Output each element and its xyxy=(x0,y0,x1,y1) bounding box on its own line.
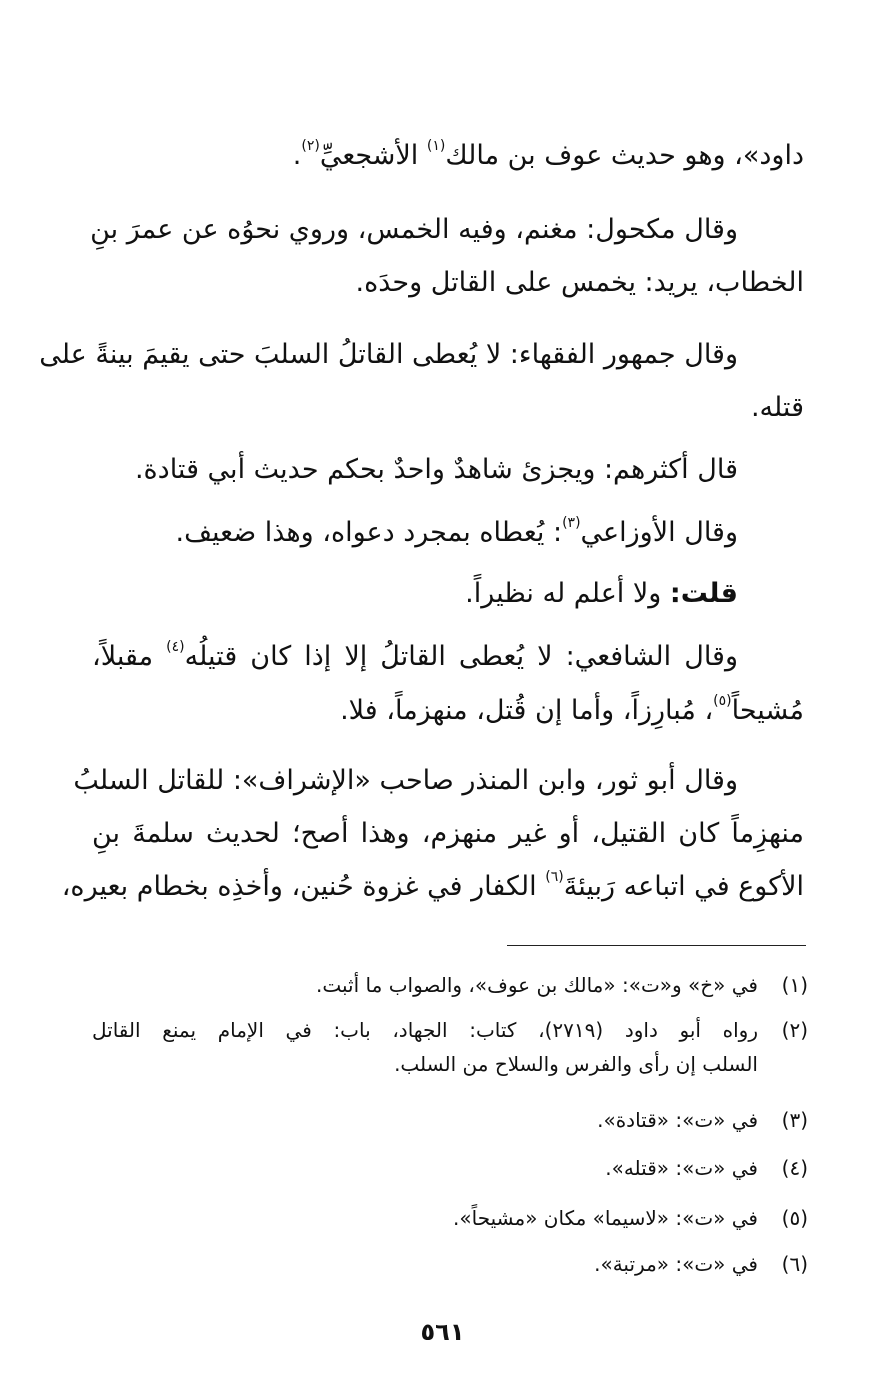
footnote xyxy=(92,970,808,1000)
footnote-number: (١) xyxy=(781,973,808,997)
paragraph xyxy=(92,140,804,172)
text-line: قتله. xyxy=(750,392,804,423)
footnote-number: (٢) xyxy=(781,1018,808,1042)
footnote-ref: (٦) xyxy=(545,869,564,885)
footnote-text: في «ت»: «قتله». xyxy=(605,1156,758,1180)
text-line xyxy=(92,641,804,673)
text-segment: وقال الشافعي: لا يُعطى القاتلُ إلا إذا كان قتيلُه xyxy=(184,641,739,672)
footnote xyxy=(92,1203,808,1233)
footnote-text: في «ت»: «قتادة». xyxy=(597,1108,758,1132)
text-line xyxy=(92,140,804,172)
paragraph xyxy=(92,517,804,549)
text-segment: الكفار في غزوة حُنين، وأخذِه بخطام بعيره، xyxy=(61,871,546,902)
text-line xyxy=(61,869,804,903)
footnote-number: (٦) xyxy=(781,1252,808,1276)
footnote xyxy=(92,1249,808,1279)
paragraph xyxy=(39,339,804,424)
bold-keyword: قلت: xyxy=(669,578,738,609)
text-segment: مُشيحاً xyxy=(731,695,804,726)
footnote xyxy=(92,1153,808,1183)
paragraph xyxy=(92,454,804,486)
text-line: منهزِماً كان القتيل، أو غير منهزم، وهذا أصح؛ لحديث سلمةَ بنِ xyxy=(92,818,804,849)
text-line xyxy=(92,517,804,549)
footnote-number: (٥) xyxy=(781,1206,808,1230)
paragraph xyxy=(92,641,804,727)
text-line: الخطاب، يريد: يخمس على القاتل وحدَه. xyxy=(355,267,804,298)
footnote-text: السلب إن رأى والفرس والسلاح من السلب. xyxy=(394,1052,758,1076)
footnote-number: (٤) xyxy=(781,1156,808,1180)
text-segment: : يُعطاه بمجرد دعواه، وهذا ضعيف. xyxy=(175,517,563,548)
text-line: قال أكثرهم: ويجزئ شاهدٌ واحدٌ بحكم حديث أبي قتادة. xyxy=(134,454,738,485)
footnote-ref: (١) xyxy=(426,138,446,154)
page-number: ٥٦١ xyxy=(420,1318,465,1346)
text-segment: ، مُبارِزاً، وأما إن قُتل، منهزماً، فلا. xyxy=(340,695,714,726)
text-line: وقال مكحول: مغنم، وفيه الخمس، وروي نحوُه عن عمرَ بنِ xyxy=(90,214,738,245)
paragraph xyxy=(92,578,804,610)
footnote-text: في «ت»: «لاسيما» مكان «مشيحاً». xyxy=(453,1206,758,1230)
text-segment: داود»، وهو حديث عوف بن مالك xyxy=(445,140,804,171)
paragraph xyxy=(61,765,804,903)
text-segment: وقال الأوزاعي xyxy=(580,517,738,548)
text-segment: الأكوع في اتباعه رَبيئةَ xyxy=(563,871,804,902)
footnote-text: رواه أبو داود (٢٧١٩)، كتاب: الجهاد، باب: في الإمام يمنع القاتل xyxy=(92,1018,759,1042)
footnote-ref: (٣) xyxy=(562,515,581,531)
footnote-number: (٣) xyxy=(781,1108,808,1132)
text-line xyxy=(92,695,804,727)
text-line: وقال أبو ثور، وابن المنذر صاحب «الإشراف»: للقاتل السلبُ xyxy=(73,765,738,796)
footnote-text: في «ت»: «مرتبة». xyxy=(594,1252,758,1276)
text-line xyxy=(92,578,804,610)
footnote-ref: (٢) xyxy=(301,138,320,154)
text-segment: مقبلاً، xyxy=(92,641,167,672)
footnote-text: في «خ» و«ت»: «مالك بن عوف»، والصواب ما أثبت. xyxy=(316,973,758,997)
footnote-ref: (٥) xyxy=(713,693,732,709)
footnote-ref: (٤) xyxy=(166,639,185,655)
paragraph xyxy=(92,214,804,299)
footnote-separator xyxy=(507,945,806,946)
text-line: وقال جمهور الفقهاء: لا يُعطى القاتلُ السلبَ حتى يقيمَ بينةً على xyxy=(39,339,738,370)
footnote xyxy=(92,1015,808,1079)
text-segment: ولا أعلم له نظيراً. xyxy=(465,578,670,609)
text-segment: الأشجعيِّ xyxy=(319,140,427,171)
text-segment: . xyxy=(292,140,302,171)
footnote xyxy=(92,1105,808,1135)
